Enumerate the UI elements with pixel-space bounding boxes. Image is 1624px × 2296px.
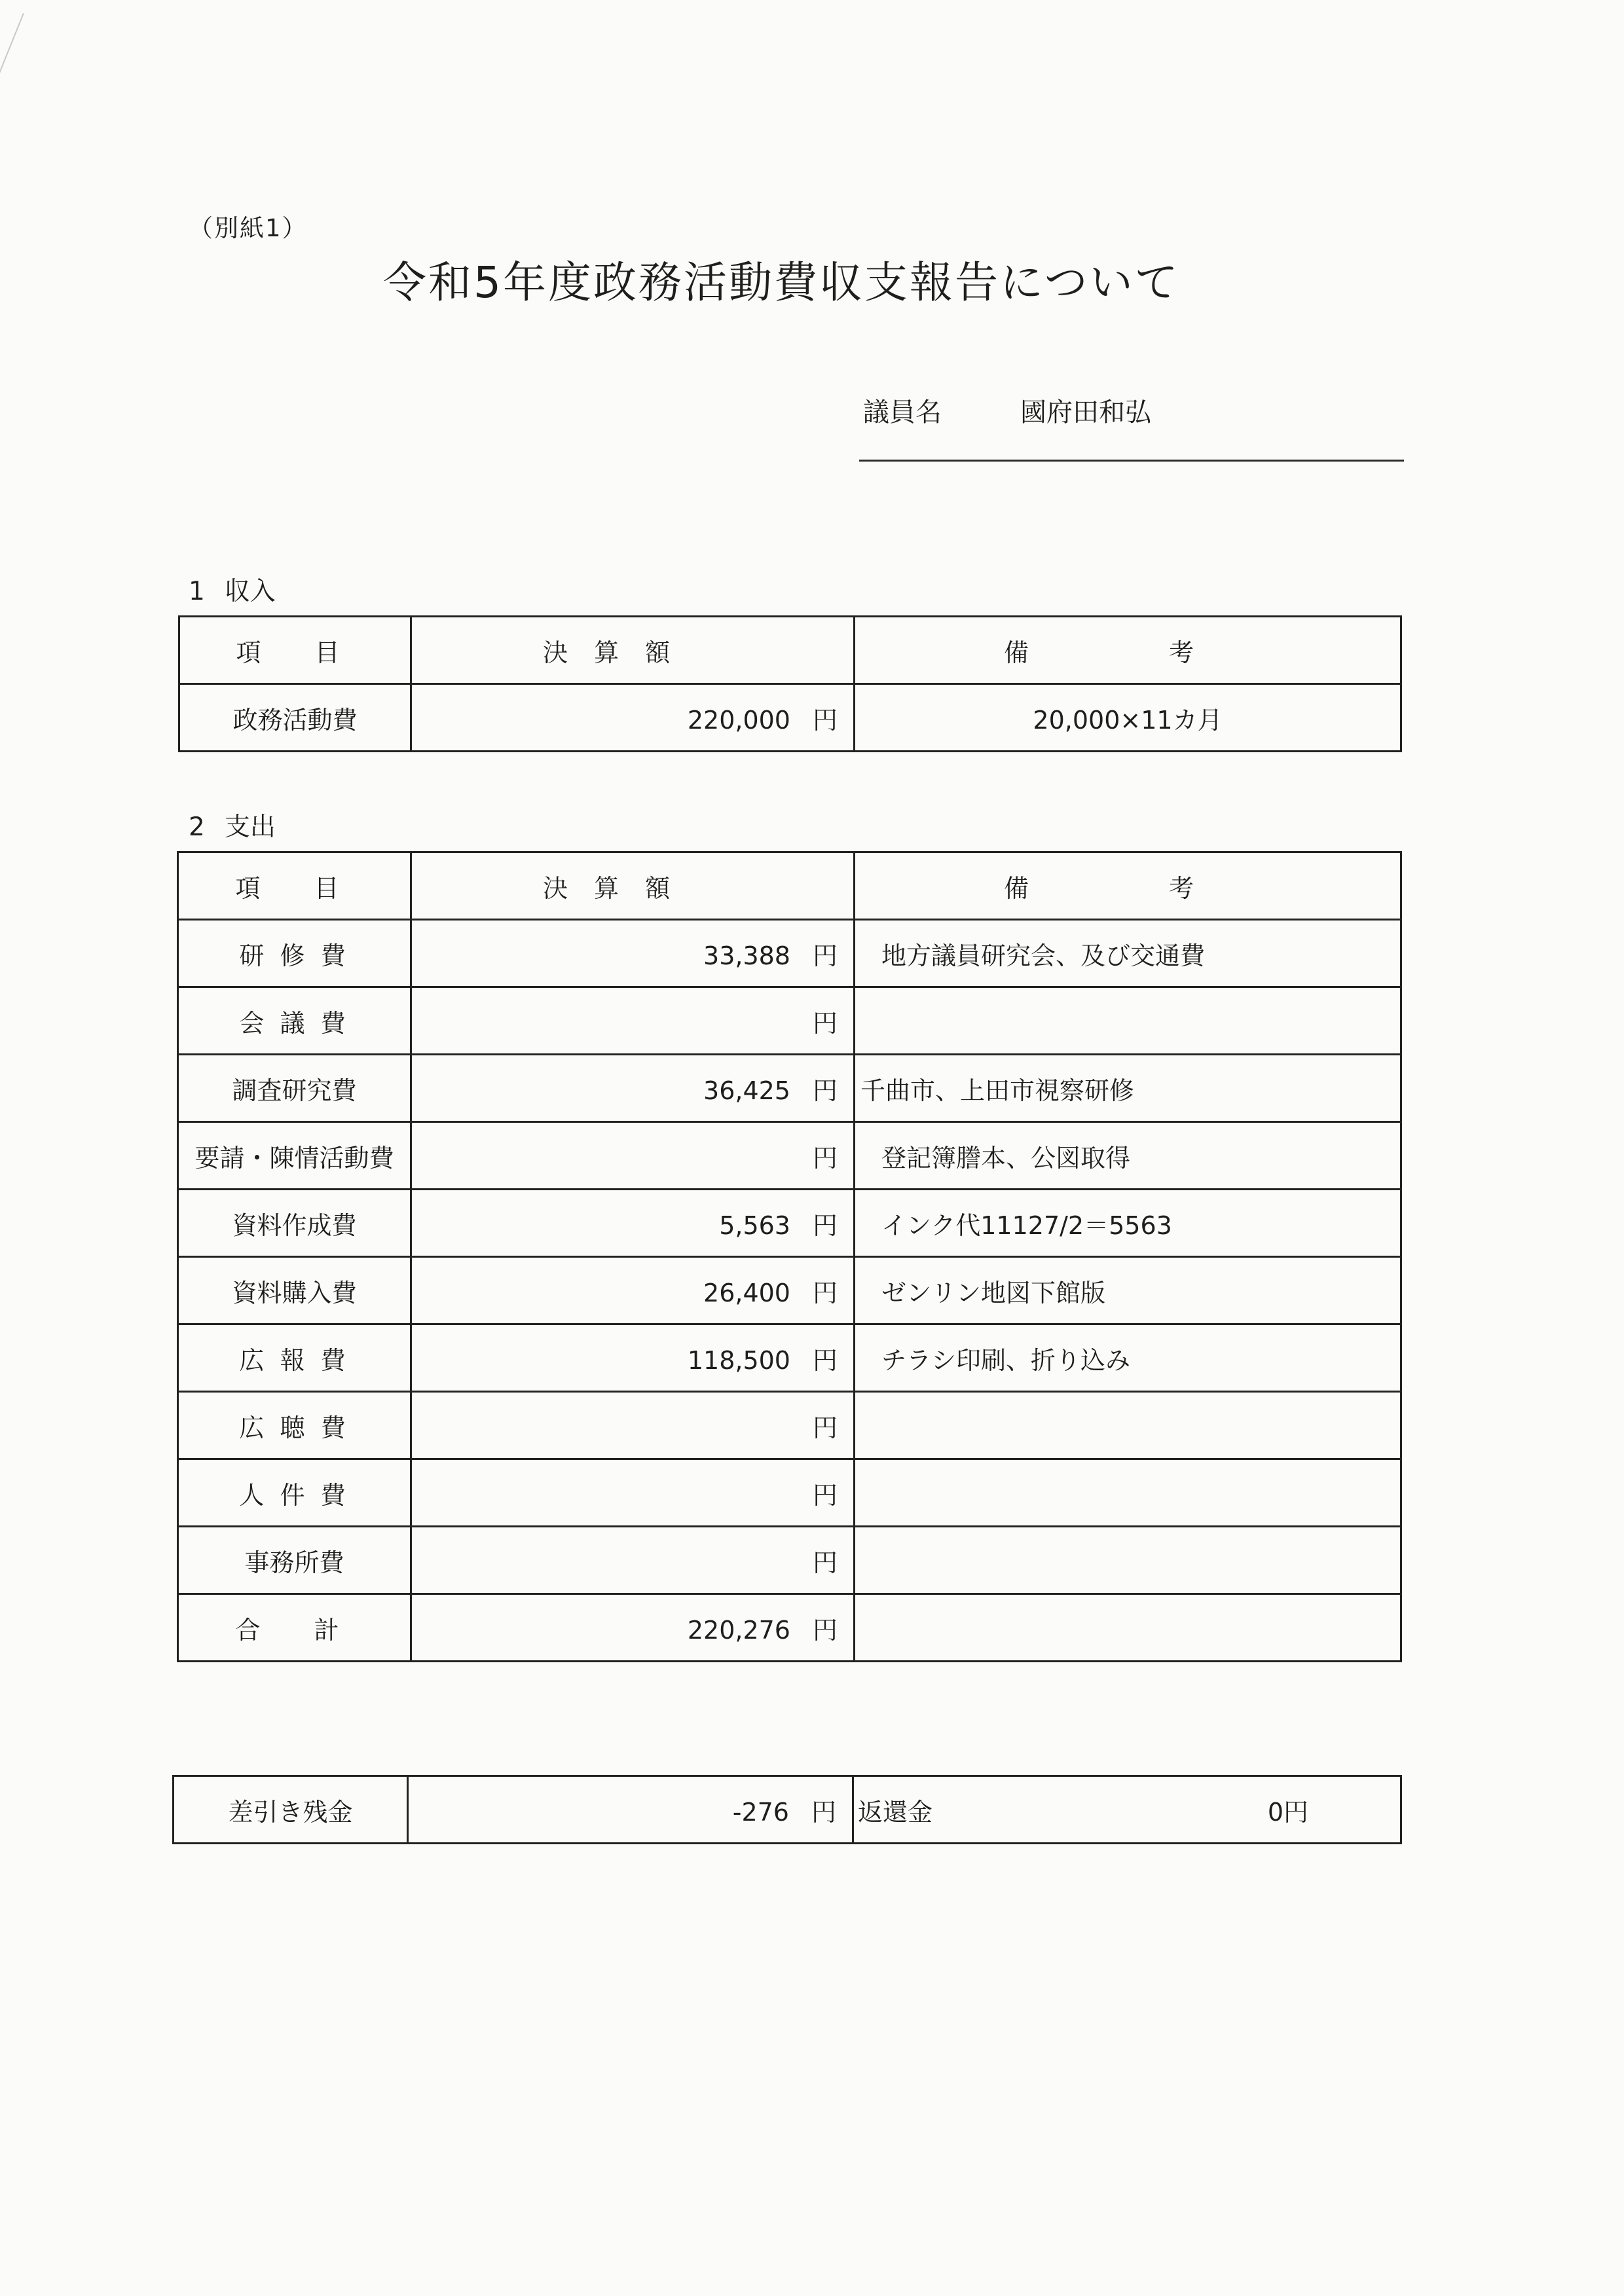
table-header-row — [179, 617, 1401, 684]
table-row — [178, 1055, 1401, 1122]
amount-cell — [408, 1776, 853, 1844]
amount-cell — [411, 1392, 855, 1459]
total-label: 合 計 — [178, 1594, 411, 1662]
note-cell — [855, 1459, 1401, 1527]
column-header-item: 項 目 — [178, 852, 411, 920]
item-cell: 調査研究費 — [178, 1055, 411, 1122]
section-title: 支出 — [224, 812, 276, 842]
amount-cell — [411, 1190, 855, 1257]
refund-cell — [853, 1776, 1401, 1844]
table-row — [178, 1324, 1401, 1392]
member-name: 國府田和弘 — [1020, 397, 1151, 428]
table-header-row — [178, 852, 1401, 920]
member-label: 議員名 — [863, 397, 942, 428]
yen-unit: 円 — [812, 1548, 838, 1577]
table-row — [178, 1257, 1401, 1324]
yen-unit: 円 — [812, 1211, 838, 1240]
item-cell: 研 修 費 — [178, 920, 411, 987]
column-header-amount: 決 算 額 — [411, 852, 855, 920]
amount-cell — [411, 987, 855, 1055]
table-row — [178, 1122, 1401, 1190]
table-row — [178, 1527, 1401, 1594]
amount-value: 5,563 — [719, 1211, 790, 1240]
column-header-amount: 決 算 額 — [411, 617, 855, 684]
amount-cell — [411, 1594, 855, 1662]
item-cell: 人 件 費 — [178, 1459, 411, 1527]
note-cell — [855, 987, 1401, 1055]
yen-unit: 円 — [812, 1413, 838, 1442]
amount-value: 118,500 — [687, 1345, 790, 1375]
amount-cell — [411, 1459, 855, 1527]
total-row — [178, 1594, 1401, 1662]
yen-unit: 円 — [812, 1076, 838, 1105]
note-cell: 千曲市、上田市視察研修 — [855, 1055, 1401, 1122]
note-cell: 20,000×11カ月 — [855, 684, 1401, 752]
item-cell: 政務活動費 — [179, 684, 411, 752]
amount-value: 33,388 — [703, 941, 790, 970]
item-cell: 広 聴 費 — [178, 1392, 411, 1459]
annex-label: （別紙1） — [189, 214, 308, 242]
amount-cell — [411, 684, 855, 752]
amount-cell — [411, 1324, 855, 1392]
refund-label: 返還金 — [858, 1797, 933, 1827]
table-row — [178, 1392, 1401, 1459]
amount-value: 26,400 — [703, 1278, 790, 1307]
amount-cell — [411, 1122, 855, 1190]
income-section-heading — [189, 571, 276, 608]
note-cell — [855, 1392, 1401, 1459]
yen-unit: 円 — [812, 1480, 838, 1510]
amount-value: 36,425 — [703, 1076, 790, 1105]
member-underline — [859, 460, 1404, 462]
yen-unit: 円 — [812, 1345, 838, 1375]
section-title: 収入 — [224, 577, 276, 606]
column-header-note: 備 考 — [855, 852, 1401, 920]
section-number: 2 — [189, 812, 205, 842]
amount-cell — [411, 1527, 855, 1594]
item-cell: 事務所費 — [178, 1527, 411, 1594]
yen-unit: 円 — [812, 1143, 838, 1173]
column-header-item: 項 目 — [179, 617, 411, 684]
note-cell: 登記簿謄本、公図取得 — [855, 1122, 1401, 1190]
note-cell: インク代11127/2＝5563 — [855, 1190, 1401, 1257]
item-cell: 広 報 費 — [178, 1324, 411, 1392]
item-cell: 資料作成費 — [178, 1190, 411, 1257]
note-cell — [855, 1594, 1401, 1662]
expense-table — [177, 851, 1402, 1662]
yen-unit: 円 — [811, 1797, 836, 1827]
scan-mark — [0, 13, 73, 124]
balance-table — [172, 1775, 1402, 1844]
balance-row — [174, 1776, 1401, 1844]
amount-cell — [411, 1257, 855, 1324]
item-cell: 会 議 費 — [178, 987, 411, 1055]
amount-value: 220,000 — [687, 705, 790, 735]
table-row — [179, 684, 1401, 752]
item-cell: 資料購入費 — [178, 1257, 411, 1324]
column-header-note: 備 考 — [855, 617, 1401, 684]
note-cell: ゼンリン地図下館版 — [855, 1257, 1401, 1324]
yen-unit: 円 — [812, 705, 838, 735]
section-number: 1 — [189, 577, 205, 606]
amount-cell — [411, 1055, 855, 1122]
note-cell: チラシ印刷、折り込み — [855, 1324, 1401, 1392]
income-table — [178, 615, 1402, 752]
yen-unit: 円 — [812, 1278, 838, 1307]
yen-unit: 円 — [812, 941, 838, 970]
expense-section-heading — [189, 807, 276, 843]
balance-label: 差引き残金 — [174, 1776, 408, 1844]
table-row — [178, 1190, 1401, 1257]
total-amount: 220,276 — [687, 1615, 790, 1645]
balance-amount: -276 — [732, 1797, 789, 1827]
item-cell: 要請・陳情活動費 — [178, 1122, 411, 1190]
table-row — [178, 987, 1401, 1055]
refund-content — [858, 1792, 1400, 1828]
page-title: 令和5年度政務活動費収支報告について — [383, 257, 1180, 308]
note-cell — [855, 1527, 1401, 1594]
yen-unit: 円 — [812, 1615, 838, 1645]
yen-unit: 円 — [812, 1008, 838, 1038]
table-row — [178, 920, 1401, 987]
refund-value: 0円 — [1267, 1797, 1308, 1827]
table-row — [178, 1459, 1401, 1527]
amount-cell — [411, 920, 855, 987]
note-cell: 地方議員研究会、及び交通費 — [855, 920, 1401, 987]
member-block — [863, 392, 1151, 429]
